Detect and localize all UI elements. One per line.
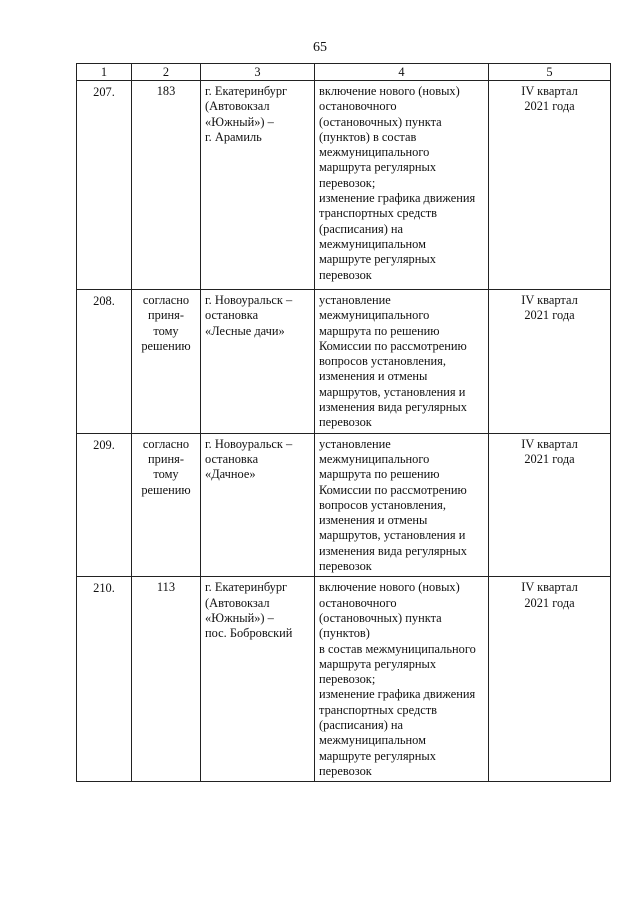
route-number: 113 — [156, 580, 176, 595]
route-name: г. Екатеринбург (Автовокзал «Южный») – г. Арамиль — [205, 84, 288, 144]
header-col-2: 2 — [132, 64, 201, 81]
route-name: г. Екатеринбург (Автовокзал «Южный») – пос. Бобровский — [205, 580, 293, 641]
table-row — [77, 81, 611, 290]
header-col-1: 1 — [77, 64, 132, 81]
route-number: 183 — [156, 84, 176, 98]
route-name: г. Новоуральск – остановка «Дачное» — [205, 436, 293, 482]
table-row — [77, 433, 611, 577]
table-row — [77, 577, 611, 782]
table-row — [77, 290, 611, 434]
route-number: согласно приня- тому решению — [141, 293, 191, 353]
routes-table — [76, 63, 611, 782]
route-name: г. Новоуральск – остановка «Лесные дачи» — [205, 293, 293, 338]
route-term: IV квартал 2021 года — [521, 436, 578, 466]
row-number: 207. — [93, 85, 115, 99]
header-col-3: 3 — [201, 64, 315, 81]
route-number: согласно приня- тому решению — [141, 436, 191, 497]
row-number: 209. — [93, 437, 115, 452]
route-action: установление межмуниципального маршрута по решению Комиссии по рассмотрению вопросов установления, изменения и отмены маршрутов, установления и изменения вида регулярных перевозок — [319, 436, 467, 574]
page-number: 65 — [313, 40, 327, 55]
route-action: установление межмуниципального маршрута по решению Комиссии по рассмотрению вопросов установления, изменения и отмены маршрутов, установления и изменения вида регулярных перевозок — [319, 293, 467, 430]
route-action: включение нового (новых) остановочного (остановочных) пункта (пунктов) в состав межмуниципального маршрута регулярных перевозок; изменение графика движения транспортных средств (расписания) на межмуниципальном маршруте регулярных перевозок — [319, 84, 476, 282]
route-action: включение нового (новых) остановочного (остановочных) пункта (пунктов) в состав межмуниципального маршрута регулярных перевозок; изменение графика движения транспортных средств (расписания) на межмуниципальном маршруте регулярных перевозок — [319, 580, 476, 778]
header-row — [77, 64, 611, 81]
route-term: IV квартал 2021 года — [521, 293, 578, 323]
route-term: IV квартал 2021 года — [521, 580, 578, 610]
header-col-5: 5 — [489, 64, 611, 81]
header-col-4: 4 — [315, 64, 489, 81]
route-term: IV квартал 2021 года — [521, 84, 578, 114]
row-number: 210. — [93, 581, 115, 596]
row-number: 208. — [93, 294, 115, 308]
